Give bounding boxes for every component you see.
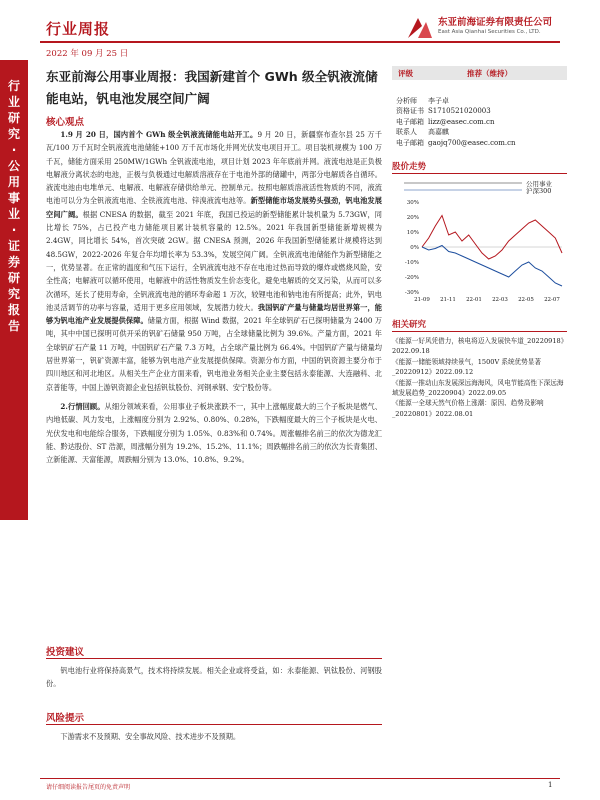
report-date: 2022 年 09 月 25 日 bbox=[46, 49, 129, 59]
report-category: 行业周报 bbox=[46, 20, 111, 38]
analyst-role: 电子邮箱 bbox=[396, 117, 424, 126]
sidebar-char: 事 bbox=[7, 191, 20, 205]
x-tick-label: 22-01 bbox=[466, 297, 482, 303]
sidebar-char: 用 bbox=[7, 175, 20, 189]
header-divider bbox=[40, 41, 560, 43]
sidebar-char: 究 bbox=[7, 127, 20, 141]
analyst-role: 电子邮箱 bbox=[396, 138, 424, 147]
series-line-1 bbox=[422, 216, 562, 260]
analyst-role: 资格证书 bbox=[396, 107, 424, 116]
risk-text: 下游需求不及预期、安全事故风险、技术进步不及预期。 bbox=[60, 732, 241, 741]
sidebar-label bbox=[0, 78, 28, 334]
y-tick-label: -20% bbox=[404, 275, 419, 281]
analyst-row bbox=[396, 96, 520, 106]
trend-heading: 股价走势 bbox=[392, 162, 427, 172]
brand-name-en: East Asia Qianhai Securities Co., LTD. bbox=[438, 29, 541, 35]
p1-bold2: 我国钒矿产量与储量均居世界第一，能够为钒电池产业发展提供保障。 bbox=[46, 302, 382, 326]
analyst-row bbox=[396, 138, 520, 148]
p1-tail: 根据 CNESA 的数据，截至 2021 年底，我国已投运的新型储能累计装机量为 5.73GW，同比增长 75%，占已投产电力储能项目累计装机容量的 12.5%。2021 年我国新型储能新增规模为 2.4GW，同比增长 54%，首次突破 2GW。据 CNESA 预测，2026 年我国新型储能累计规模将达到 48.5GW，2022-2026 年复合年均增长率为 53.3%，发展空间广阔。全钒液流电池储能作为新型储能之一，优势显著。在正常的温度和气压下运行，全钒液流电池不存在电池过热而导致的爆炸或燃烧风险，安全性高；电解液可以循环使用，电解液中的活性物质发生价态变化，避免电解质的交叉污染，从而可以多次循环，延长了使用寿命，全钒液流电池的循环寿命超 1 万次，较锂电池和钠电池有所提高；此外，钒电池灵活调节的功率与容量，适用于更多应用领域，发展潜力较大。 bbox=[46, 209, 382, 312]
sidebar-char: 公 bbox=[7, 159, 20, 173]
sidebar-char: 业 bbox=[7, 95, 20, 109]
related-item[interactable]: 《能源一推动山东发展深远海海风，风电节能高性下深远海域发展趋势_20220904》2022.09.05 bbox=[392, 378, 564, 398]
related-item[interactable]: 《能源一储能领域持续景气，1500V 系统优势显著_20220912》2022.09.12 bbox=[392, 357, 541, 377]
analyst-row bbox=[396, 106, 520, 116]
p1-tail2: 储量方面，根据 Wind 数据，2021 年全球钒矿石已探明储量为 2400 万吨，其中中国已探明可供开采的钒矿石储量 950 万吨，占全球储量比例为 39.6%。产量方面，2021 年全球钒矿石产量 11 万吨，中国钒矿石产量 7.3 万吨，占全球产量比例为 66.4%。中国钒矿产量与储量均居世界第一，钒矿资源丰富，能够为钒电池产业发展提供保障。资源分布方面，中国的钒资源主要分布于四川地区和河北地区。从相关生产企业方面来看，钒电池业务相关企业主要包括永泰能源、大连融科、北京普能等，中国上游钒资源企业包括钒钛股份、河钢承钢、安宁股份等。 bbox=[46, 316, 382, 392]
related-heading: 相关研究 bbox=[392, 320, 427, 330]
sidebar-char: 业 bbox=[7, 207, 20, 221]
sidebar-char: 究 bbox=[7, 287, 20, 301]
analyst-value: 李子卓 bbox=[428, 97, 449, 105]
p2-body: 从细分领域来看，公用事业子板块涨跌不一，其中上涨幅度最大的三个子板块是燃气、内地低碳、风力发电，上涨幅度分别为 2.92%、0.80%、0.28%，下跌幅度最大的三个子板块是火电、光伏发电和电能综合服务，下跌幅度分别为 1.05%、0.83%和 0.74%。周涨幅排名前三的依次为德龙汇能、黔达股份、ST 浩源，周涨幅分别为 19.2%、15.2%、11.1%；周跌幅排名前三的依次为长青集团、立新能源、天富能源，周跌幅分别为 13.0%、10.8%、9.2%。 bbox=[46, 401, 382, 465]
rating-label: 评级 bbox=[398, 69, 413, 78]
rating-bar bbox=[392, 66, 567, 80]
sidebar-char: 告 bbox=[7, 319, 20, 333]
sidebar-char: 券 bbox=[7, 255, 20, 269]
y-tick-label: 0% bbox=[410, 245, 419, 251]
disclaimer-note: 请仔细阅读报告尾页的免责声明 bbox=[46, 784, 131, 791]
rating-value: 推荐（维持） bbox=[467, 69, 512, 78]
analyst-row bbox=[396, 127, 520, 137]
analyst-value: S1710521020003 bbox=[428, 107, 491, 116]
p1-lead: 1.9 月 20 日，国内首个 GWh 级全钒液流储能电站开工。 bbox=[60, 130, 258, 139]
analyst-email-link[interactable]: lizz@easec.com.cn bbox=[428, 117, 495, 126]
p1-body: 9 月 20 日，新疆察布查尔县 25 万千瓦/100 万千瓦时全钒液流电池储能+100 万千瓦市场化并网光伏发电项目开工。项目装机规模为 100 万千瓦，储能方面采用 250MW/1GWh 全钒液流电池，项目计划 2023 年年底前并网。液流电池是正负极电解液分离状态的电池，正极与负极通过电解质溶液存在于电池外部的储罐中，两部分电解质各自循环。液流电池由电堆单元、电解液、电解液存储供给单元、控制单元。按照电解质溶液活性物质的不同，液流电池可以分为全钒液流电池、全铁液流电池、锌溴液流电池等。 bbox=[46, 130, 382, 206]
page-number: 1 bbox=[548, 781, 553, 789]
sidebar-char: 行 bbox=[7, 79, 20, 93]
stock-trend-chart bbox=[392, 176, 567, 306]
risk-heading: 风险提示 bbox=[46, 713, 85, 724]
advice-text: 钒电池行业将保持高景气，技术将持续发展。相关企业或将受益，如：永泰能源、钒钛股份、河钢股份。 bbox=[46, 666, 382, 689]
x-tick-label: 22-05 bbox=[518, 297, 534, 303]
related-divider bbox=[392, 331, 567, 332]
sidebar-char: 证 bbox=[7, 239, 20, 253]
x-tick-label: 22-03 bbox=[492, 297, 508, 303]
trend-divider bbox=[392, 173, 567, 174]
x-tick-label: 22-07 bbox=[544, 297, 560, 303]
related-item[interactable]: 《能源一好风凭借力，核电将迈入发展快车道_20220918》2022.09.18 bbox=[392, 337, 565, 356]
y-tick-label: 20% bbox=[406, 215, 419, 221]
sidebar-char: 研 bbox=[7, 271, 20, 285]
y-tick-label: 10% bbox=[406, 230, 419, 236]
related-list bbox=[392, 336, 567, 419]
related-item[interactable]: 《能源一全球天然气价格上涨潮：原因、趋势及影响_20220801》2022.08.01 bbox=[392, 399, 544, 418]
sidebar-char: · bbox=[11, 143, 17, 157]
risk-body bbox=[46, 730, 382, 743]
risk-divider bbox=[46, 724, 382, 725]
analyst-value: 高嘉麒 bbox=[428, 128, 449, 137]
series-line-2 bbox=[422, 246, 562, 287]
analyst-email-link[interactable]: gaojq700@easec.com.cn bbox=[428, 138, 516, 147]
core-heading: 核心观点 bbox=[46, 117, 85, 128]
p1-bold: 新型储能市场发展势头强劲，钒电池发展空间广阔。 bbox=[46, 196, 382, 219]
page-title: 东亚前海公用事业周报：我国新建首个 GWh 级全钒液流储能电站，钒电池发展空间广阔 bbox=[46, 69, 378, 106]
footer-divider bbox=[40, 778, 560, 779]
analyst-role: 分析师 bbox=[396, 97, 417, 105]
y-tick-label: -10% bbox=[404, 260, 419, 266]
x-tick-label: 21-09 bbox=[414, 297, 430, 303]
y-tick-label: -30% bbox=[404, 290, 419, 296]
advice-heading: 投资建议 bbox=[46, 647, 85, 658]
core-body bbox=[46, 128, 382, 466]
p2-lead: 2.行情回顾。 bbox=[60, 401, 105, 411]
legend-label-series-2: 沪深300 bbox=[526, 187, 552, 195]
analyst-table bbox=[396, 96, 520, 148]
sidebar-char: 报 bbox=[7, 303, 20, 317]
advice-divider bbox=[46, 658, 382, 659]
sidebar-char: · bbox=[11, 223, 17, 237]
x-tick-label: 21-11 bbox=[440, 297, 456, 303]
brand-name-cn: 东亚前海证券有限责任公司 bbox=[438, 17, 553, 28]
legend-label-series-1: 公用事业 bbox=[526, 180, 552, 188]
analyst-row bbox=[396, 117, 520, 127]
analyst-role: 联系人 bbox=[396, 128, 417, 137]
advice-body bbox=[46, 664, 382, 691]
y-tick-label: 30% bbox=[406, 200, 419, 206]
sidebar-char: 研 bbox=[7, 111, 20, 125]
brand-logo-icon bbox=[404, 14, 434, 42]
